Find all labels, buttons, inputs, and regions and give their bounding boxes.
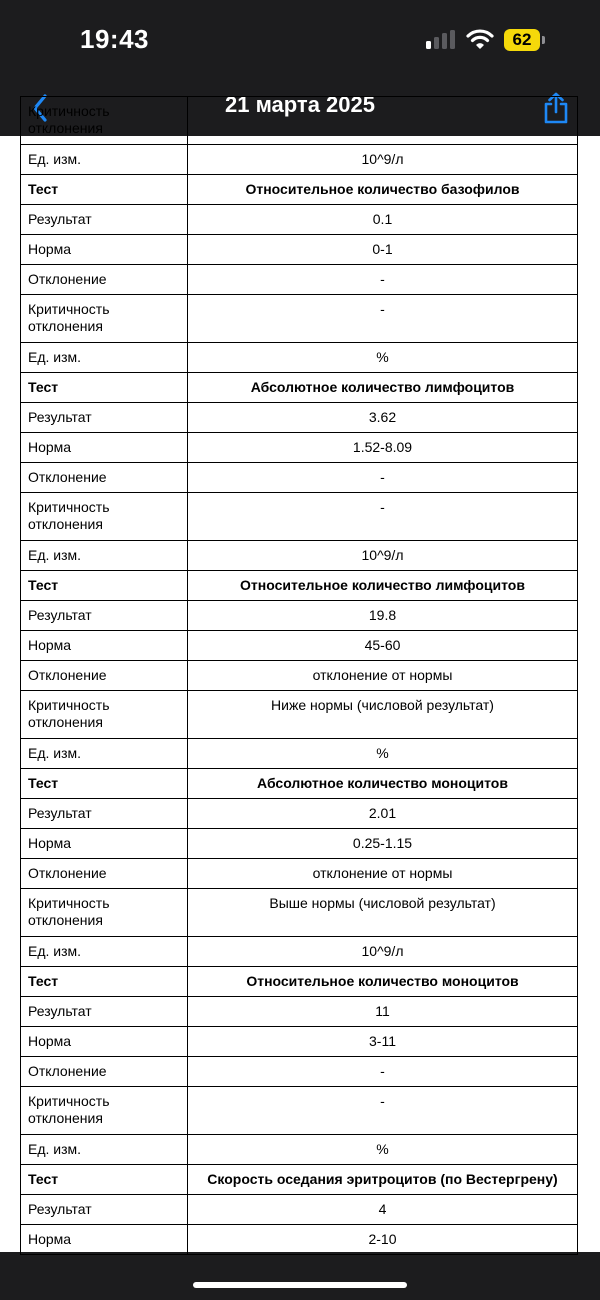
row-label: Норма — [21, 1225, 188, 1255]
row-value: - — [188, 265, 578, 295]
row-value: 10^9/л — [188, 541, 578, 571]
row-label: Критичность отклонения — [21, 97, 188, 145]
test-header-row — [21, 967, 578, 997]
row-value: 2.01 — [188, 799, 578, 829]
table-row — [21, 433, 578, 463]
table-row — [21, 97, 578, 145]
table-row — [21, 265, 578, 295]
row-value: 0.25-1.15 — [188, 829, 578, 859]
table-row — [21, 739, 578, 769]
table-row — [21, 601, 578, 631]
row-value: 19.8 — [188, 601, 578, 631]
row-label: Результат — [21, 997, 188, 1027]
table-row — [21, 343, 578, 373]
row-label: Результат — [21, 205, 188, 235]
row-label: Отклонение — [21, 661, 188, 691]
test-name: Абсолютное количество лимфоцитов — [188, 373, 578, 403]
table-row — [21, 889, 578, 937]
test-name: Относительное количество лимфоцитов — [188, 571, 578, 601]
status-time: 19:43 — [80, 24, 149, 54]
test-header-row — [21, 1165, 578, 1195]
row-value: 11 — [188, 997, 578, 1027]
battery-icon: 62 — [504, 29, 540, 51]
table-row — [21, 493, 578, 541]
row-value — [188, 97, 578, 145]
test-name: Абсолютное количество моноцитов — [188, 769, 578, 799]
row-value: % — [188, 739, 578, 769]
table-row — [21, 235, 578, 265]
row-label: Тест — [21, 571, 188, 601]
table-row — [21, 691, 578, 739]
test-name: Относительное количество моноцитов — [188, 967, 578, 997]
table-row — [21, 1195, 578, 1225]
table-row — [21, 997, 578, 1027]
row-value: отклонение от нормы — [188, 661, 578, 691]
row-value: - — [188, 493, 578, 541]
table-row — [21, 463, 578, 493]
row-value: % — [188, 1135, 578, 1165]
row-label: Тест — [21, 175, 188, 205]
test-header-row — [21, 175, 578, 205]
battery-tip — [542, 36, 545, 44]
row-value: 3-11 — [188, 1027, 578, 1057]
test-header-row — [21, 373, 578, 403]
test-header-row — [21, 571, 578, 601]
table-row — [21, 661, 578, 691]
table-row — [21, 145, 578, 175]
row-value: % — [188, 343, 578, 373]
row-label: Тест — [21, 1165, 188, 1195]
row-label: Результат — [21, 601, 188, 631]
table-row — [21, 631, 578, 661]
row-label: Норма — [21, 829, 188, 859]
table-row — [21, 1057, 578, 1087]
row-label: Отклонение — [21, 463, 188, 493]
row-value: 45-60 — [188, 631, 578, 661]
table-row — [21, 205, 578, 235]
row-label: Критичность отклонения — [21, 889, 188, 937]
row-label: Результат — [21, 403, 188, 433]
row-value: - — [188, 295, 578, 343]
row-label: Ед. изм. — [21, 343, 188, 373]
row-value: Выше нормы (числовой результат) — [188, 889, 578, 937]
row-label: Ед. изм. — [21, 739, 188, 769]
row-value: 10^9/л — [188, 937, 578, 967]
test-name: Относительное количество базофилов — [188, 175, 578, 205]
row-label: Ед. изм. — [21, 145, 188, 175]
wifi-icon — [466, 28, 494, 50]
table-row — [21, 541, 578, 571]
table-row — [21, 403, 578, 433]
cellular-signal-icon — [426, 30, 456, 50]
table-row — [21, 1027, 578, 1057]
row-value: - — [188, 1057, 578, 1087]
row-label: Ед. изм. — [21, 937, 188, 967]
row-label: Норма — [21, 631, 188, 661]
row-label: Отклонение — [21, 1057, 188, 1087]
table-row — [21, 295, 578, 343]
table-row — [21, 1087, 578, 1135]
page-title: 21 марта 2025 — [224, 92, 375, 117]
row-label: Критичность отклонения — [21, 1087, 188, 1135]
row-label: Ед. изм. — [21, 541, 188, 571]
row-value: 2-10 — [188, 1225, 578, 1255]
home-indicator[interactable] — [193, 1282, 407, 1288]
row-label: Отклонение — [21, 859, 188, 889]
row-value: 4 — [188, 1195, 578, 1225]
row-value: отклонение от нормы — [188, 859, 578, 889]
row-value: 3.62 — [188, 403, 578, 433]
row-value: 0.1 — [188, 205, 578, 235]
table-row — [21, 799, 578, 829]
table-row — [21, 829, 578, 859]
row-label: Отклонение — [21, 265, 188, 295]
row-label: Критичность отклонения — [21, 493, 188, 541]
row-value: 10^9/л — [188, 145, 578, 175]
table-row — [21, 937, 578, 967]
row-label: Тест — [21, 373, 188, 403]
row-label: Ед. изм. — [21, 1135, 188, 1165]
row-value: 1.52-8.09 — [188, 433, 578, 463]
row-label: Критичность отклонения — [21, 691, 188, 739]
row-value: - — [188, 1087, 578, 1135]
row-label: Тест — [21, 769, 188, 799]
row-label: Результат — [21, 1195, 188, 1225]
table-row — [21, 1135, 578, 1165]
status-bar — [0, 0, 600, 80]
table-row — [21, 859, 578, 889]
row-label: Результат — [21, 799, 188, 829]
row-label: Тест — [21, 967, 188, 997]
row-value: - — [188, 463, 578, 493]
row-label: Критичность отклонения — [21, 295, 188, 343]
test-name: Скорость оседания эритроцитов (по Вестергрену) — [188, 1165, 578, 1195]
row-value: 0-1 — [188, 235, 578, 265]
test-header-row — [21, 769, 578, 799]
row-label: Норма — [21, 235, 188, 265]
lab-results-table — [20, 96, 578, 1255]
row-label: Норма — [21, 433, 188, 463]
row-label: Норма — [21, 1027, 188, 1057]
row-value: Ниже нормы (числовой результат) — [188, 691, 578, 739]
table-row — [21, 1225, 578, 1255]
